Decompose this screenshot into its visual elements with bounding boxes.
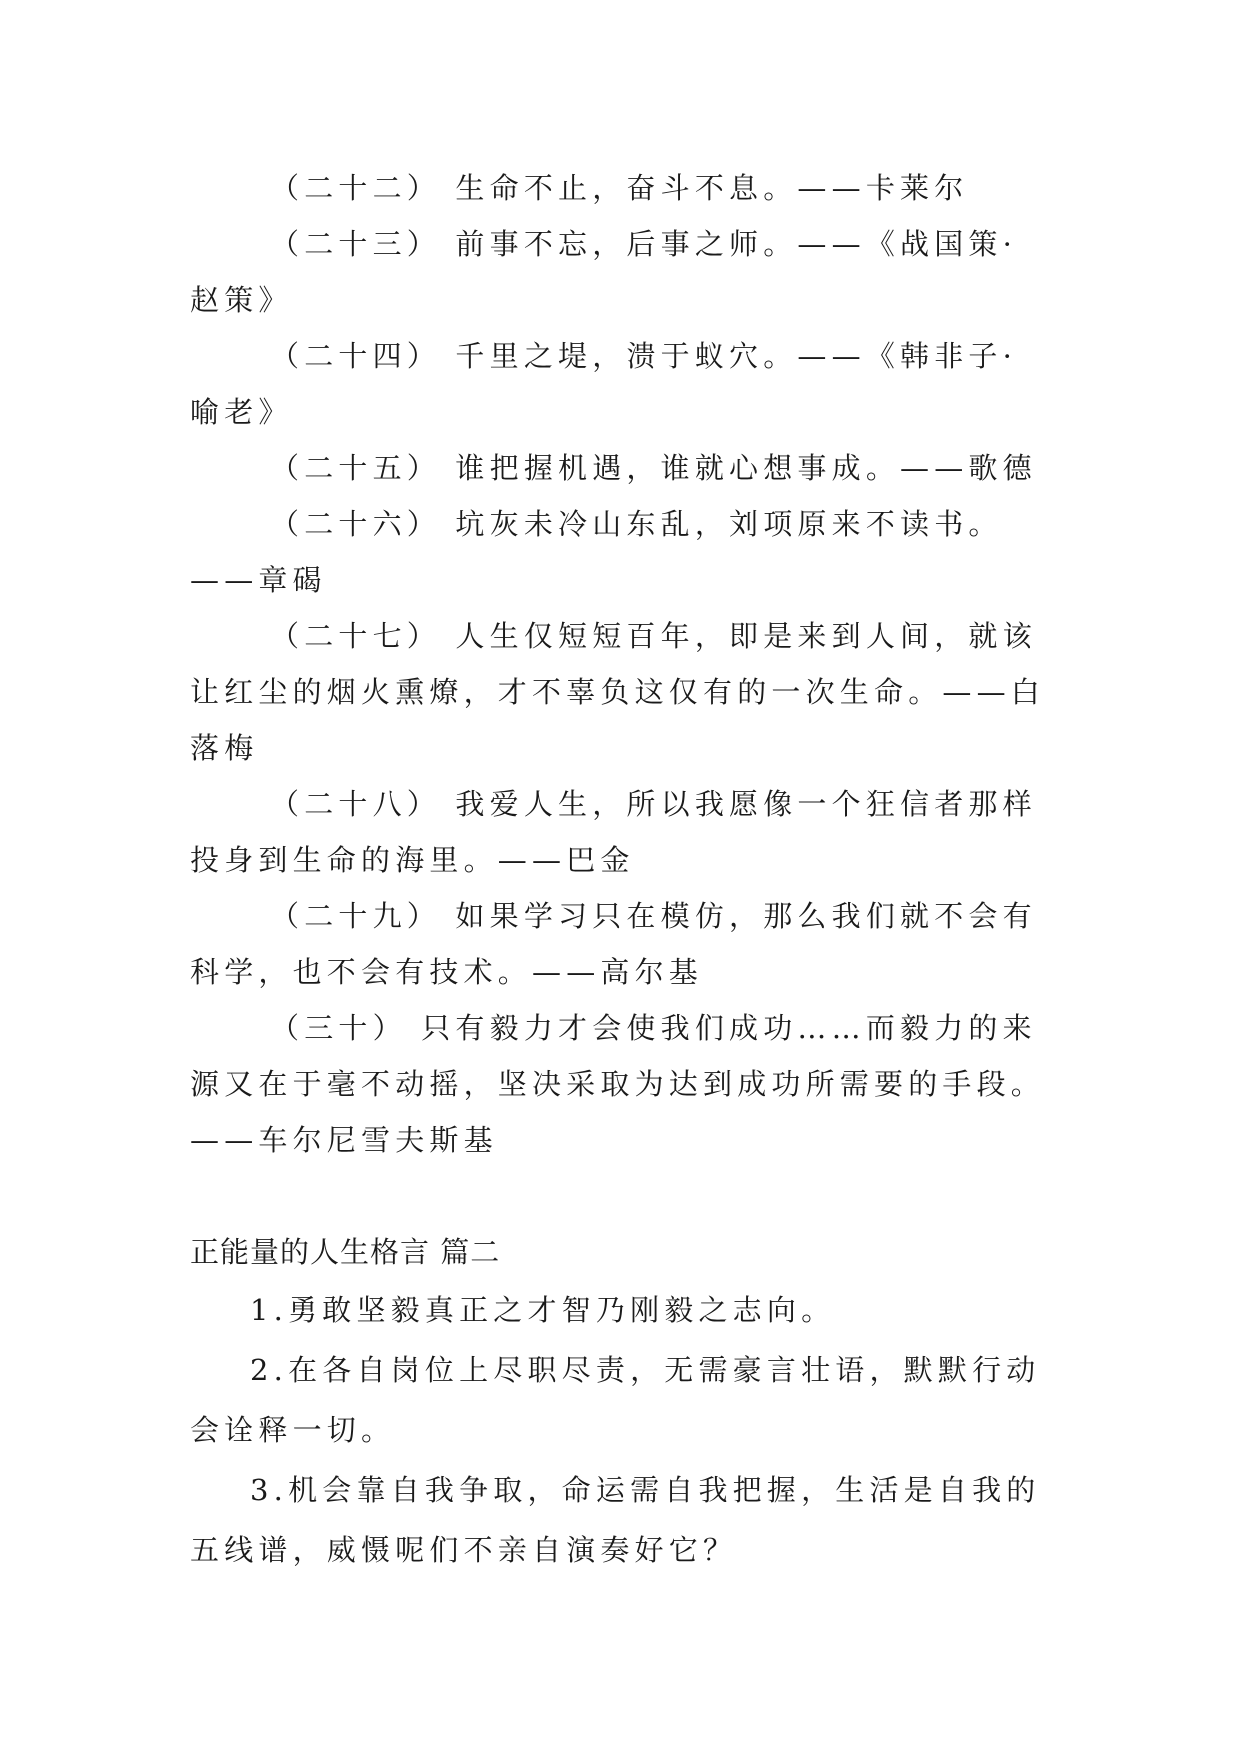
quote-24: （二十四） 千里之堤，溃于蚁穴。——《韩非子·喻老》 [190,339,1018,429]
numbered-item-3: 3.机会靠自我争取，命运需自我把握，生活是自我的五线谱，威慑呢们不亲自演奏好它？ [190,1473,1041,1567]
numbered-item-2: 2.在各自岗位上尽职尽责，无需豪言壮语，默默行动会诠释一切。 [190,1353,1041,1447]
numbered-item-1: 1.勇敢坚毅真正之才智乃刚毅之志向。 [250,1293,836,1327]
quote-22: （二十二） 生命不止，奋斗不息。——卡莱尔 [270,171,969,205]
section-spacer [190,1168,1050,1224]
quote-26: （二十六） 坑灰未冷山东乱，刘项原来不读书。——章碣 [190,507,1003,597]
quote-27: （二十七） 人生仅短短百年，即是来到人间，就该让红尘的烟火熏燎，才不辜负这仅有的一次生命。——白落梅 [190,619,1046,765]
quote-29: （二十九） 如果学习只在模仿，那么我们就不会有科学，也不会有技术。——高尔基 [190,899,1037,989]
section-heading: 正能量的人生格言 篇二 [190,1235,501,1269]
document-page [190,160,1050,1580]
quote-30: （三十） 只有毅力才会使我们成功……而毅力的来源又在于毫不动摇，坚决采取为达到成功所需要的手段。——车尔尼雪夫斯基 [190,1011,1046,1157]
quote-23: （二十三） 前事不忘，后事之师。——《战国策·赵策》 [190,227,1018,317]
quote-25: （二十五） 谁把握机遇，谁就心想事成。——歌德 [270,451,1037,485]
quote-28: （二十八） 我爱人生，所以我愿像一个狂信者那样投身到生命的海里。——巴金 [190,787,1037,877]
